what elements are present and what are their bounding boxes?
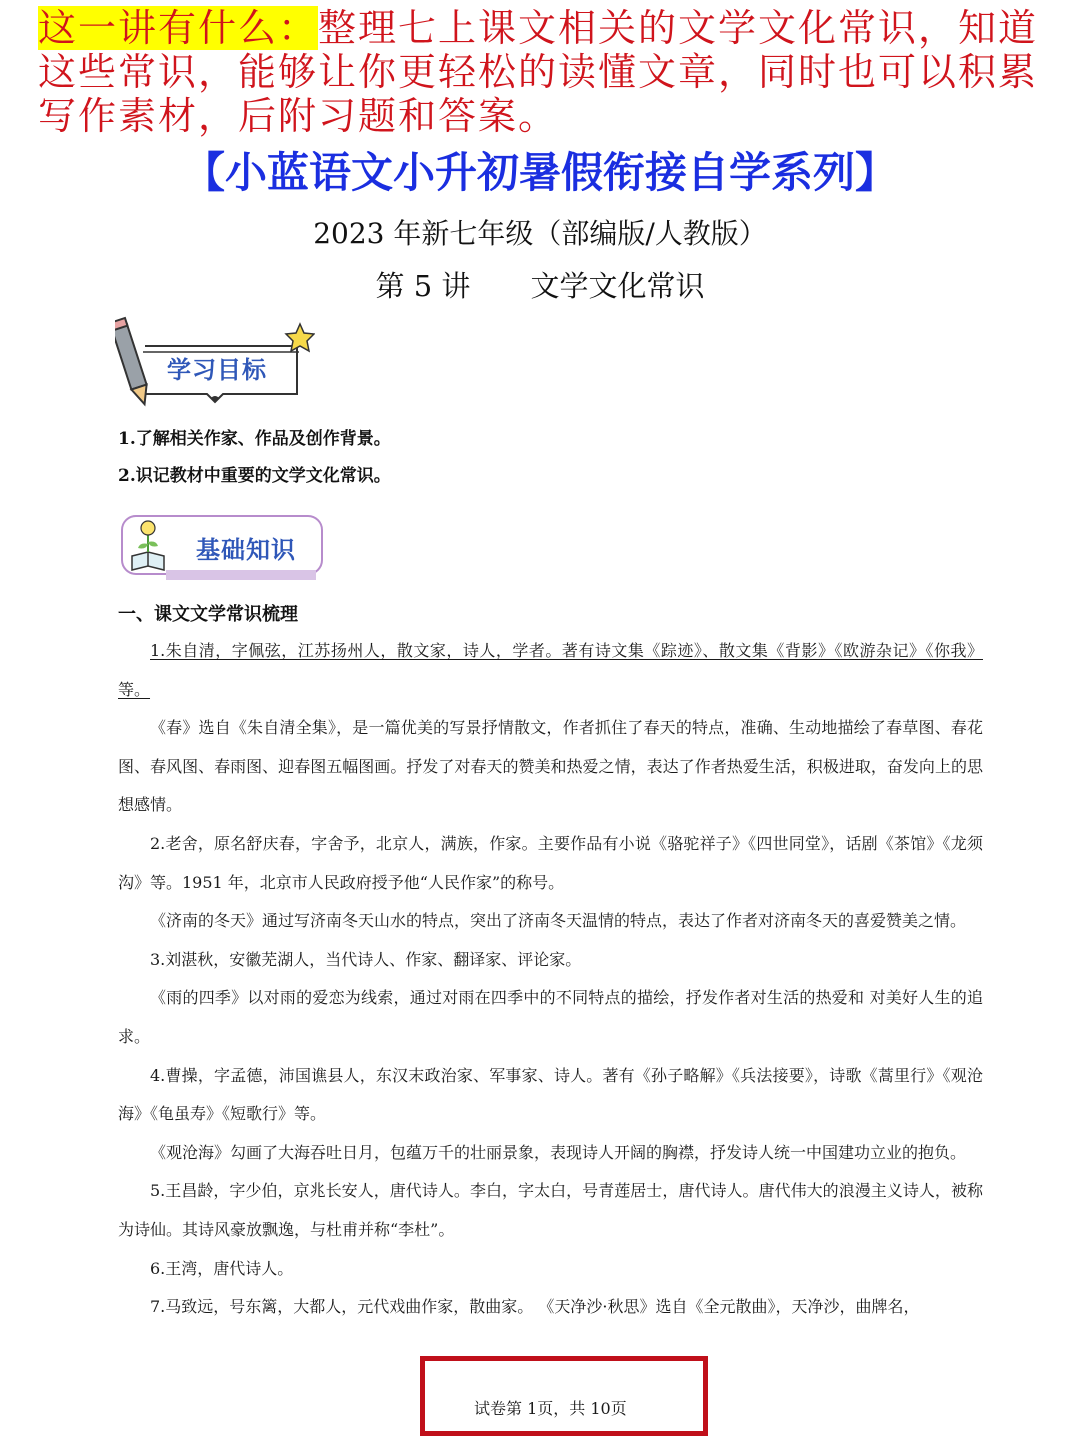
note-spring: 《春》选自《朱自清全集》，是一篇优美的写景抒情散文，作者抓住了春天的特点，准确、生动地描绘了春草图、春花图、春风图、春雨图、迎春图五幅图画。抒发了对春天的赞美和热爱之情，表达了作者热爱生活，积极进取，奋发向上的思想感情。	[118, 718, 983, 815]
page-footer: 试卷第 1页，共 10页	[470, 1396, 631, 1419]
series-title: 【小蓝语文小升初暑假衔接自学系列】	[182, 148, 897, 197]
basic-knowledge-badge	[118, 512, 328, 588]
learning-goals-label: 学习目标	[167, 356, 267, 384]
grade-subtitle: 2023 年新七年级（部编版/人教版）	[313, 217, 767, 250]
note-lao-she: 2.老舍，原名舒庆春，字舍予，北京人，满族，作家。主要作品有小说《骆驼祥子》《四世同堂》，话剧《茶馆》《龙须沟》等。1951 年，北京市人民政府授予他“人民作家”的称号。	[118, 833, 983, 892]
literature-notes	[118, 632, 983, 1327]
lecture-topic: 文学文化常识	[530, 269, 705, 303]
section-heading: 一、课文文学常识梳理	[118, 604, 298, 625]
note-wang-wan: 6.王湾，唐代诗人。	[150, 1258, 294, 1278]
goal-item-1: 1.了解相关作家、作品及创作背景。	[118, 429, 391, 449]
note-wang-changling-li-bai: 5.王昌龄，字少伯，京兆长安人，唐代诗人。李白，字太白，号青莲居士，唐代诗人。唐代伟大的浪漫主义诗人，被称为诗仙。其诗风豪放飘逸，与杜甫并称“李杜”。	[118, 1181, 983, 1239]
basic-knowledge-label: 基础知识	[196, 536, 296, 564]
goal-item-2: 2.识记教材中重要的文学文化常识。	[118, 466, 391, 486]
intro-highlight: 这一讲有什么：	[38, 6, 319, 50]
intro-note	[38, 6, 1048, 138]
note-liu-zhanqiu: 3.刘湛秋，安徽芜湖人，当代诗人、作家、翻译家、评论家。	[150, 949, 582, 969]
intro-text: 整理七上课文相关的文学文化常识，知道这些常识，能够让你更轻松的读懂文章，同时也可以积累写作素材，后附习题和答案。	[38, 6, 1039, 138]
lecture-heading	[0, 264, 1080, 305]
note-rain-seasons: 《雨的四季》以对雨的爱恋为线索，通过对雨在四季中的不同特点的描绘，抒发作者对生活的热爱和 对美好人生的追求。	[118, 988, 983, 1046]
note-ma-zhiyuan: 7.马致远，号东篱，大都人，元代戏曲作家，散曲家。 《天净沙·秋思》选自《全元散曲》，天净沙，曲牌名，	[150, 1297, 920, 1317]
note-zhu-ziqing: 1.朱自清，字佩弦，江苏扬州人，散文家，诗人，学者。著有诗文集《踪迹》、散文集《背影》《欧游杂记》《你我》等。	[118, 641, 983, 699]
learning-goals-badge	[115, 316, 315, 408]
note-cao-cao: 4.曹操，字孟德，沛国谯县人，东汉末政治家、军事家、诗人。著有《孙子略解》《兵法接要》，诗歌《蒿里行》《观沧海》《龟虽寿》《短歌行》等。	[118, 1065, 983, 1124]
note-jinan-winter: 《济南的冬天》通过写济南冬天山水的特点，突出了济南冬天温情的特点，表达了作者对济南冬天的喜爱赞美之情。	[150, 911, 967, 931]
lecture-number: 第 5 讲	[375, 269, 471, 303]
note-guan-canghai: 《观沧海》勾画了大海吞吐日月，包蕴万千的壮丽景象，表现诗人开阔的胸襟，抒发诗人统一中国建功立业的抱负。	[150, 1142, 967, 1162]
